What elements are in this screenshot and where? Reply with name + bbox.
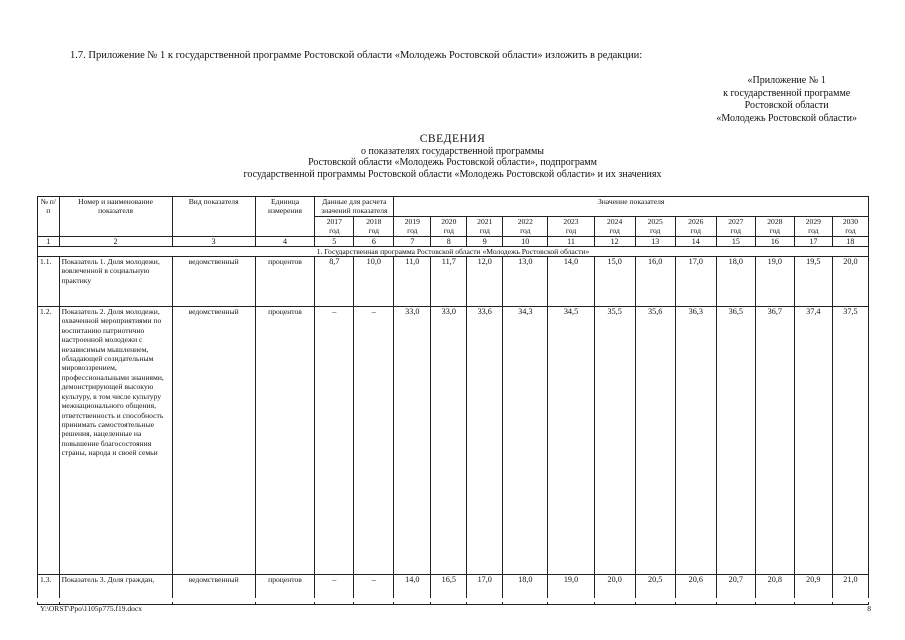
year-number: 2023 bbox=[563, 216, 579, 226]
header-base-data: Данные для расчета значений показателя bbox=[315, 197, 394, 217]
year-number: 2019 bbox=[404, 216, 420, 226]
indicator-value: 17,0 bbox=[467, 575, 503, 605]
indicator-value: 14,0 bbox=[548, 257, 594, 307]
indicator-value: 36,3 bbox=[675, 307, 716, 575]
indicator-value: – bbox=[315, 307, 354, 575]
page-cut-mask bbox=[0, 598, 905, 602]
footer-file-path: Y:\ORST\Ppo\1105p775.f19.docx bbox=[40, 604, 142, 613]
indicator-value: 20,9 bbox=[794, 575, 832, 605]
heading-line: государственной программы Ростовской области «Молодежь Ростовской области» и их значениях bbox=[243, 168, 662, 180]
header-year bbox=[716, 216, 755, 236]
column-index: 14 bbox=[675, 236, 716, 246]
indicator-value: – bbox=[354, 307, 394, 575]
indicator-unit: процентов bbox=[255, 307, 315, 575]
header-year bbox=[755, 216, 794, 236]
indicator-value: 20,8 bbox=[755, 575, 794, 605]
row-number: 1.3. bbox=[38, 575, 60, 605]
header-kind: Вид показателя bbox=[172, 197, 255, 237]
indicator-value: 11,7 bbox=[431, 257, 467, 307]
row-number: 1.1. bbox=[38, 257, 60, 307]
header-year bbox=[635, 216, 675, 236]
column-index: 11 bbox=[548, 236, 594, 246]
indicator-value: 20,5 bbox=[635, 575, 675, 605]
indicator-value: 36,7 bbox=[755, 307, 794, 575]
indicator-value: 37,5 bbox=[832, 307, 868, 575]
appendix-line: «Приложение № 1 bbox=[747, 75, 826, 86]
year-number: 2020 bbox=[441, 216, 457, 226]
header-year bbox=[431, 216, 467, 236]
indicator-value: 37,4 bbox=[794, 307, 832, 575]
heading-title: СВЕДЕНИЯ bbox=[419, 133, 486, 145]
indicator-value: 10,0 bbox=[354, 257, 394, 307]
indicator-unit: процентов bbox=[255, 257, 315, 307]
indicator-value: 33,6 bbox=[467, 307, 503, 575]
year-suffix: год bbox=[368, 226, 380, 236]
header-year bbox=[394, 216, 431, 236]
header-year bbox=[354, 216, 394, 236]
indicator-value: – bbox=[315, 575, 354, 605]
header-year bbox=[315, 216, 354, 236]
indicator-value: 19,0 bbox=[548, 575, 594, 605]
year-number: 2029 bbox=[805, 216, 821, 226]
footer-page-number: 8 bbox=[867, 604, 871, 613]
column-index: 1 bbox=[38, 236, 60, 246]
indicator-value: 19,0 bbox=[755, 257, 794, 307]
section-title: 1. Государственная программа Ростовской области «Молодежь Ростовской области» bbox=[38, 246, 869, 256]
indicator-value: 33,0 bbox=[394, 307, 431, 575]
table-row bbox=[38, 257, 869, 307]
header-year bbox=[467, 216, 503, 236]
indicator-value: 14,0 bbox=[394, 575, 431, 605]
table-row bbox=[38, 307, 869, 575]
column-index: 7 bbox=[394, 236, 431, 246]
indicator-value: 34,3 bbox=[503, 307, 548, 575]
year-suffix: год bbox=[609, 226, 620, 236]
indicator-value: – bbox=[354, 575, 394, 605]
column-index: 15 bbox=[716, 236, 755, 246]
column-index: 5 bbox=[315, 236, 354, 246]
column-index: 4 bbox=[255, 236, 315, 246]
indicator-value: 18,0 bbox=[503, 575, 548, 605]
indicator-value: 12,0 bbox=[467, 257, 503, 307]
appendix-reference bbox=[716, 75, 857, 125]
indicator-value: 20,0 bbox=[594, 575, 635, 605]
header-year bbox=[832, 216, 868, 236]
indicator-value: 20,7 bbox=[716, 575, 755, 605]
column-index: 9 bbox=[467, 236, 503, 246]
header-year bbox=[794, 216, 832, 236]
appendix-line: Ростовской области bbox=[744, 100, 829, 111]
header-year bbox=[548, 216, 594, 236]
indicator-value: 18,0 bbox=[716, 257, 755, 307]
year-number: 2026 bbox=[688, 216, 704, 226]
indicator-value: 20,0 bbox=[832, 257, 868, 307]
indicator-value: 15,0 bbox=[594, 257, 635, 307]
year-number: 2024 bbox=[607, 216, 623, 226]
header-name: Номер и наименование показателя bbox=[59, 197, 172, 237]
header-unit: Единица измерения bbox=[255, 197, 315, 237]
column-index: 18 bbox=[832, 236, 868, 246]
column-index: 8 bbox=[431, 236, 467, 246]
indicator-value: 35,5 bbox=[594, 307, 635, 575]
appendix-line: «Молодежь Ростовской области» bbox=[716, 112, 857, 124]
heading-line: Ростовской области «Молодежь Ростовской области», подпрограмм bbox=[308, 157, 597, 168]
indicator-value: 36,5 bbox=[716, 307, 755, 575]
indicator-unit: процентов bbox=[255, 575, 315, 605]
indicator-value: 13,0 bbox=[503, 257, 548, 307]
indicator-value: 34,5 bbox=[548, 307, 594, 575]
year-number: 2022 bbox=[517, 216, 533, 226]
document-heading bbox=[150, 134, 755, 180]
indicator-value: 35,6 bbox=[635, 307, 675, 575]
year-number: 2027 bbox=[728, 216, 744, 226]
indicator-value: 8,7 bbox=[315, 257, 354, 307]
indicator-value: 21,0 bbox=[832, 575, 868, 605]
year-number: 2025 bbox=[647, 216, 663, 226]
indicator-value: 17,0 bbox=[675, 257, 716, 307]
row-number: 1.2. bbox=[38, 307, 60, 575]
header-values: Значение показателя bbox=[394, 197, 869, 217]
year-suffix: год bbox=[443, 226, 454, 236]
column-index: 3 bbox=[172, 236, 255, 246]
indicator-value: 16,0 bbox=[635, 257, 675, 307]
indicator-value: 11,0 bbox=[394, 257, 431, 307]
indicator-name: Показатель 2. Доля молодежи, охваченной мероприятиями по воспитанию патриотично настроенной молодежи с независимым мышлением, обладающей созидательным мировоззрением, профессиональными знаниями, демонстрирующей высокую культуру, в том числе культуру межнационального общения, ответственность и способность принимать самостоятельные решения, нацеленные на повышение благосостояния страны, народа и своей семьи bbox=[59, 307, 172, 575]
year-number: 2017 bbox=[326, 216, 342, 226]
year-suffix: год bbox=[690, 226, 701, 236]
indicator-kind: ведомственный bbox=[172, 575, 255, 605]
column-index: 17 bbox=[794, 236, 832, 246]
column-index: 12 bbox=[594, 236, 635, 246]
year-suffix: год bbox=[845, 226, 856, 236]
heading-line: о показателях государственной программы bbox=[360, 145, 545, 157]
header-year bbox=[503, 216, 548, 236]
indicator-name: Показатель 3. Доля граждан, bbox=[59, 575, 172, 605]
intro-paragraph: 1.7. Приложение № 1 к государственной программе Ростовской области «Молодежь Ростовской области» изложить в редакции: bbox=[70, 50, 643, 61]
year-suffix: год bbox=[479, 226, 490, 236]
year-number: 2018 bbox=[366, 216, 382, 226]
appendix-line: к государственной программе bbox=[723, 87, 851, 99]
year-suffix: год bbox=[769, 226, 781, 236]
header-no: № п/п bbox=[38, 197, 60, 237]
indicators-table bbox=[37, 196, 869, 605]
indicator-kind: ведомственный bbox=[172, 257, 255, 307]
column-index: 13 bbox=[635, 236, 675, 246]
year-suffix: год bbox=[730, 226, 741, 236]
year-number: 2028 bbox=[767, 216, 783, 226]
year-suffix: год bbox=[565, 226, 577, 236]
year-number: 2021 bbox=[477, 216, 493, 226]
year-suffix: год bbox=[407, 226, 418, 236]
column-index: 2 bbox=[59, 236, 172, 246]
indicator-kind: ведомственный bbox=[172, 307, 255, 575]
year-suffix: год bbox=[520, 226, 531, 236]
year-suffix: год bbox=[808, 226, 819, 236]
indicator-value: 16,5 bbox=[431, 575, 467, 605]
year-number: 2030 bbox=[842, 216, 859, 226]
year-suffix: год bbox=[329, 226, 340, 236]
header-year bbox=[594, 216, 635, 236]
indicator-value: 19,5 bbox=[794, 257, 832, 307]
year-suffix: год bbox=[650, 226, 661, 236]
column-index: 10 bbox=[503, 236, 548, 246]
indicator-value: 20,6 bbox=[675, 575, 716, 605]
column-index: 6 bbox=[354, 236, 394, 246]
indicator-name: Показатель 1. Доля молодежи, вовлеченной в социальную практику bbox=[59, 257, 172, 307]
header-year bbox=[675, 216, 716, 236]
column-index: 16 bbox=[755, 236, 794, 246]
indicator-value: 33,0 bbox=[431, 307, 467, 575]
